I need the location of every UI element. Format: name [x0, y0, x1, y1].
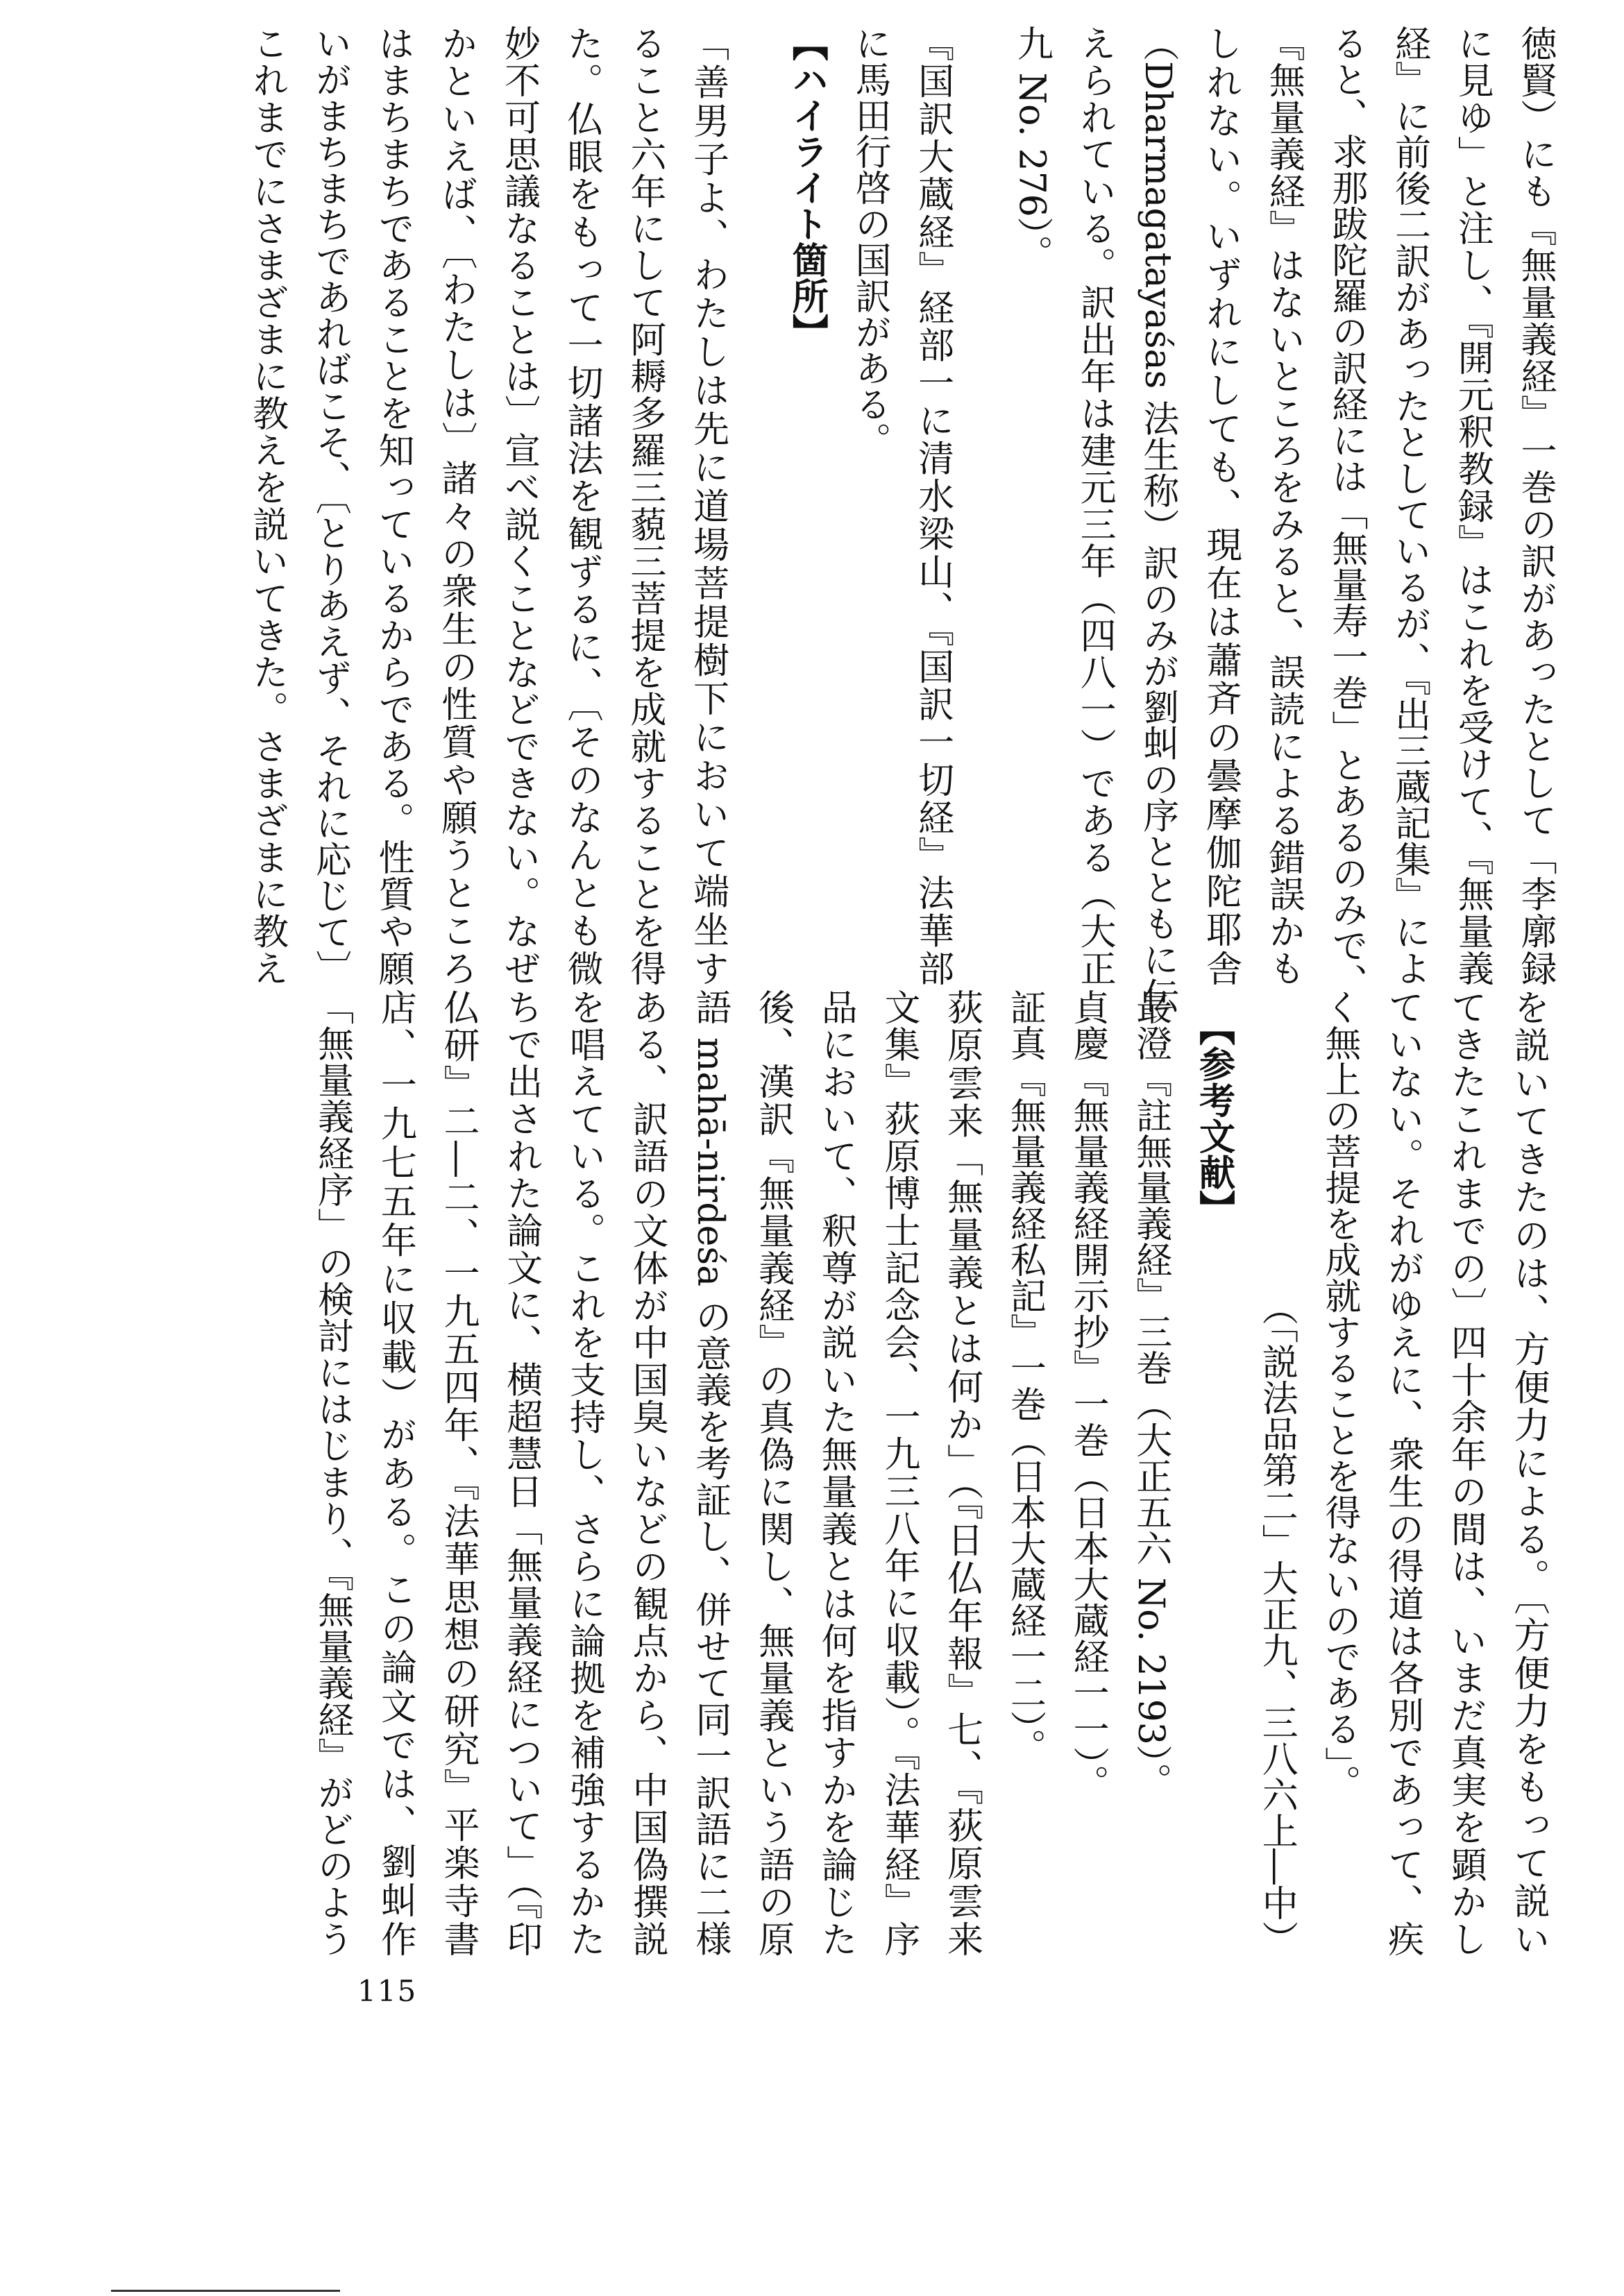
text-column: えられている。訳出年は建元三年（四八一）である（大正: [1074, 25, 1116, 987]
text-column: ちで出された論文に、横超慧日「無量義経について」（『印: [500, 989, 542, 1957]
text-column: 文集』荻原博士記念会、一九三八年に収載）。『法華経』序: [877, 989, 920, 1957]
text-column: 経』に前後二訳があったとしているが、『出三蔵記集』によ: [1388, 25, 1430, 986]
section-heading-highlight: 【ハイライト箇所】: [786, 25, 829, 350]
text-column: ること六年にして阿耨多羅三藐三菩提を成就することを得: [623, 25, 666, 986]
text-column: はまちまちであることを知っているからである。性質や願: [372, 25, 414, 986]
text-column: ていない。それがゆえに、衆生の得道は各別であって、疾: [1381, 989, 1423, 1957]
lower-text-block: [301, 989, 1559, 1957]
text-column: ある、訳語の文体が中国臭いなどの観点から、中国偽撰説: [626, 989, 668, 1957]
section-heading-references: 【参考文献】: [1192, 1010, 1235, 1226]
reference-item: 貞慶『無量義経開示抄』一巻（日本大蔵経一一）。: [1067, 989, 1109, 1801]
text-column: 品において、釈尊が説いた無量義とは何を指すかを論じた: [815, 989, 857, 1957]
text-column: 店、一九七五年に収載）がある。この論文では、劉虯作: [374, 989, 416, 1957]
text-column: いがまちまちであればこそ、〔とりあえず、それに応じて〕: [309, 25, 351, 986]
reference-item: 証真『無量義経私記』一巻（日本大蔵経一二）。: [1004, 989, 1046, 1764]
text-column: 語 mahā-nirdeśa の意義を考証し、併せて同一訳語に二様: [688, 989, 731, 1957]
page-number: 115: [357, 1974, 418, 2008]
text-column: に見ゆ」と注し、『開元釈教録』はこれを受けて、『無量義: [1451, 25, 1494, 986]
text-column: しれない。いずれにしても、現在は蕭斉の曇摩伽陀耶舎: [1199, 25, 1242, 986]
text-column: 『無量義経』はないところをみると、誤読による錯誤かも: [1262, 25, 1305, 986]
text-column: 「無量義経序」の検討にはじまり、『無量義経』がどのよう: [311, 989, 353, 1957]
scan-edge-rule: [111, 2290, 340, 2292]
reference-item: 荻原雲来「無量義とは何か」（『日仏年報』七、『荻原雲来: [940, 989, 983, 1957]
text-column: ると、求那跋陀羅の訳経には「無量寿一巻」とあるのみで、: [1325, 25, 1367, 999]
text-column: 『国訳大蔵経』経部一に清水梁山、『国訳一切経』法華部: [911, 25, 954, 986]
upper-text-block: [235, 25, 1566, 1014]
text-column: 「善男子よ、わたしは先に道場菩提樹下において端坐す: [686, 25, 729, 986]
text-column: 後、漢訳『無量義経』の真偽に関し、無量義という語の原: [752, 989, 794, 1957]
text-column: を説いてきたのは、方便力による。〔方便力をもって説い: [1507, 989, 1549, 1957]
text-column: かといえば、〔わたしは〕諸々の衆生の性質や願うところ: [434, 25, 477, 986]
text-column: てきたこれまでの〕四十余年の間は、いまだ真実を顕かし: [1444, 989, 1487, 1957]
text-column: （Dharmagatayaśas 法生称）訳のみが劉虯の序とともに伝: [1136, 25, 1178, 1014]
text-column: た。仏眼をもって一切諸法を観ずるに、〔そのなんとも微: [561, 25, 603, 986]
text-column: 九 No. 276）。: [1010, 25, 1053, 271]
citation-column: （「説法品第二」大正九、三八六上―中）: [1255, 1289, 1298, 1957]
reference-item: 最澄『註無量義経』三巻（大正五六 No. 2193）。: [1129, 989, 1172, 1799]
text-column: く無上の菩提を成就することを得ないのである」。: [1318, 989, 1360, 1801]
text-column: を唱えている。これを支持し、さらに論拠を補強するかた: [563, 989, 605, 1957]
text-column: 仏研』二―二、一九五四年、『法華思想の研究』平楽寺書: [437, 989, 480, 1957]
text-column: これまでにさまざまに教えを説いてきた。さまざまに教え: [246, 25, 288, 987]
text-column: 妙不可思議なることは〕宣べ説くことなどできない。なぜ: [498, 25, 540, 986]
text-column: に馬田行啓の国訳がある。: [848, 25, 890, 458]
text-column: 徳賢）にも『無量義経』一巻の訳があったとして「李廓録: [1514, 25, 1556, 986]
